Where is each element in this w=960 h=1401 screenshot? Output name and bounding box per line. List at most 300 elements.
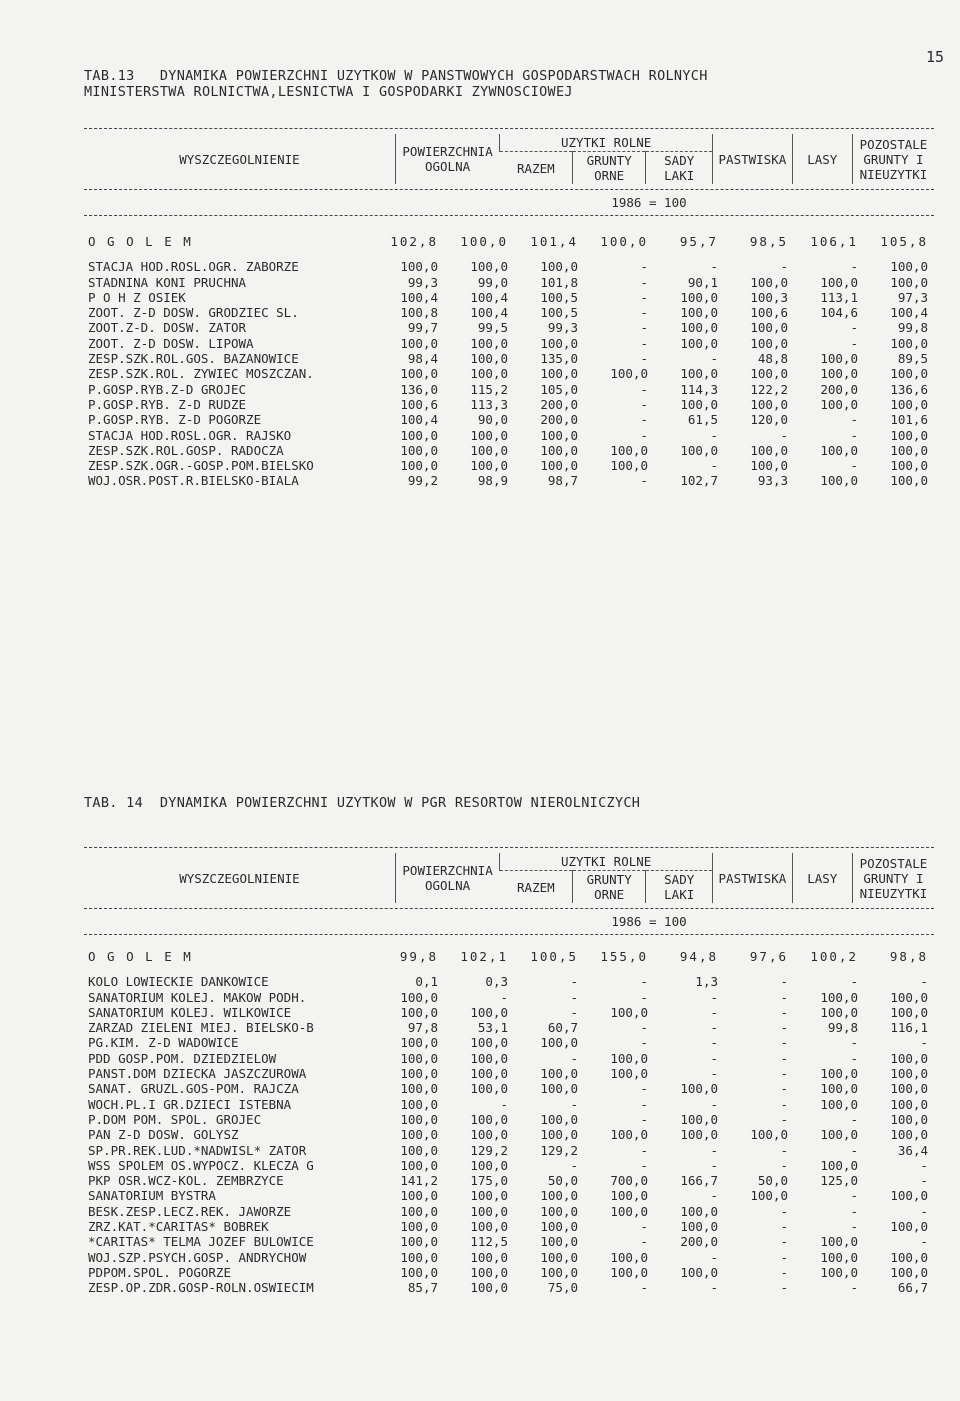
- table-cell: -: [850, 1050, 858, 1066]
- table-cell: -: [780, 1249, 788, 1265]
- base-year-label: 1986 = 100: [611, 914, 687, 929]
- table-cell: 100,4: [470, 305, 508, 321]
- table-cell: -: [780, 1035, 788, 1051]
- table-cell: -: [710, 989, 718, 1005]
- table-cell: -: [640, 427, 648, 443]
- table-cell: 100,0: [890, 1249, 928, 1265]
- table-cell: -: [710, 1249, 718, 1265]
- table-row: [84, 397, 934, 412]
- table-row: [84, 1035, 934, 1050]
- table-cell: 99,3: [407, 274, 438, 290]
- row-label: ZESP.SZK.ROL.GOS. BAZANOWICE: [88, 351, 299, 367]
- total-row: [84, 949, 934, 964]
- row-label: ZOOT. Z-D DOSW. GRODZIEC SL.: [88, 305, 299, 321]
- table-cell: 100,0: [890, 442, 928, 458]
- table-cell: 105,0: [540, 381, 578, 397]
- table-cell: -: [780, 427, 788, 443]
- row-label: P.GOSP.RYB. Z-D POGORZE: [88, 412, 262, 428]
- table-cell: 85,7: [407, 1280, 438, 1296]
- header-sady: SADY: [664, 872, 695, 887]
- row-label: P O H Z OSIEK: [88, 289, 186, 305]
- table-cell: -: [780, 1004, 788, 1020]
- table-cell: 175,0: [470, 1173, 508, 1189]
- row-label: SANAT. GRUZL.GOS-POM. RAJCZA: [88, 1081, 299, 1097]
- table-cell: -: [920, 1035, 928, 1051]
- header-laki: LAKI: [664, 168, 695, 183]
- table-cell: 100,0: [400, 442, 438, 458]
- table-cell: -: [640, 1096, 648, 1112]
- table-cell: 113,3: [470, 396, 508, 412]
- table-cell: 200,0: [540, 412, 578, 428]
- table-cell: -: [710, 427, 718, 443]
- table-cell: 100,0: [820, 1249, 858, 1265]
- table-14-header: [84, 853, 934, 903]
- table-cell: -: [640, 320, 648, 336]
- header-sady: SADY: [664, 153, 695, 168]
- table-cell: 100,0: [820, 1127, 858, 1143]
- table-cell: 75,0: [547, 1280, 578, 1296]
- table-cell: 122,2: [750, 381, 788, 397]
- table-cell: 94,8: [679, 949, 718, 964]
- row-label: ZRZ.KAT.*CARITAS* BOBREK: [88, 1219, 269, 1235]
- row-label: ZARZAD ZIELENI MIEJ. BIELSKO-B: [88, 1020, 314, 1036]
- header-wyszczegolnienie: WYSZCZEGOLNIENIE: [179, 151, 300, 167]
- table-cell: -: [640, 1111, 648, 1127]
- table-cell: 100,0: [400, 1203, 438, 1219]
- table-cell: 100,0: [470, 1004, 508, 1020]
- row-label: SANATORIUM KOLEJ. MAKOW PODH.: [88, 989, 307, 1005]
- table-cell: -: [920, 1173, 928, 1189]
- table-cell: -: [850, 458, 858, 474]
- table-cell: -: [710, 1142, 718, 1158]
- table-row: [84, 1265, 934, 1280]
- table-cell: 99,3: [547, 320, 578, 336]
- table-cell: 100,0: [680, 442, 718, 458]
- table-cell: 116,1: [890, 1020, 928, 1036]
- table-cell: -: [850, 1111, 858, 1127]
- table-14-body: [84, 949, 934, 1296]
- table-row: [84, 990, 934, 1005]
- table-cell: 100,0: [400, 989, 438, 1005]
- page-number: 15: [925, 48, 944, 66]
- table-row: [84, 1250, 934, 1265]
- table-cell: 100,0: [470, 427, 508, 443]
- table-cell: 100,0: [400, 1157, 438, 1173]
- table-cell: -: [850, 1142, 858, 1158]
- table-cell: 100,0: [680, 1264, 718, 1280]
- table-cell: -: [710, 1035, 718, 1051]
- table-cell: 100,0: [890, 1111, 928, 1127]
- row-label: PG.KIM. Z-D WADOWICE: [88, 1035, 239, 1051]
- table-cell: 100,0: [820, 1157, 858, 1173]
- table-row: [84, 320, 934, 335]
- table-row: [84, 458, 934, 473]
- table-cell: 100,0: [400, 1081, 438, 1097]
- table-row: [84, 275, 934, 290]
- table-cell: 100,0: [820, 366, 858, 382]
- table-cell: 101,4: [530, 234, 578, 249]
- table-cell: 36,4: [897, 1142, 928, 1158]
- table-cell: -: [640, 412, 648, 428]
- table-cell: 100,0: [400, 1219, 438, 1235]
- table-cell: 97,6: [749, 949, 788, 964]
- table-cell: 100,0: [610, 1264, 648, 1280]
- table-row: [84, 382, 934, 397]
- table-row: [84, 1143, 934, 1158]
- table-cell: 100,0: [890, 1081, 928, 1097]
- table-cell: 100,0: [400, 1066, 438, 1082]
- table-cell: 100,0: [750, 396, 788, 412]
- table-cell: 100,0: [890, 1096, 928, 1112]
- table-cell: 100,0: [540, 1111, 578, 1127]
- table-cell: -: [710, 1280, 718, 1296]
- table-cell: 100,2: [810, 949, 858, 964]
- table-cell: -: [640, 351, 648, 367]
- table-cell: 100,0: [680, 289, 718, 305]
- table-cell: 105,8: [880, 234, 928, 249]
- table-cell: 100,0: [610, 442, 648, 458]
- table-cell: 61,5: [687, 412, 718, 428]
- table-cell: 100,0: [610, 1050, 648, 1066]
- table-cell: -: [920, 974, 928, 990]
- table-cell: -: [780, 974, 788, 990]
- header-sady-laki: [646, 152, 713, 185]
- table-cell: 100,0: [890, 366, 928, 382]
- table-cell: 100,0: [820, 351, 858, 367]
- table-cell: 100,0: [470, 1111, 508, 1127]
- table-cell: 135,0: [540, 351, 578, 367]
- table-cell: 100,0: [820, 442, 858, 458]
- table-cell: 99,8: [897, 320, 928, 336]
- table-13-section: [84, 68, 934, 489]
- table-cell: 100,0: [540, 1066, 578, 1082]
- table-cell: 100,0: [680, 1203, 718, 1219]
- table-cell: 100,0: [540, 366, 578, 382]
- table-cell: 100,0: [680, 1127, 718, 1143]
- table-row: [84, 1219, 934, 1234]
- table-cell: -: [640, 381, 648, 397]
- row-label: P.GOSP.RYB.Z-D GROJEC: [88, 381, 247, 397]
- table-row: [84, 1280, 934, 1295]
- table-cell: 112,5: [470, 1234, 508, 1250]
- row-label: SP.PR.REK.LUD.*NADWISL* ZATOR: [88, 1142, 307, 1158]
- table-row: [84, 1234, 934, 1249]
- table-cell: -: [920, 1157, 928, 1173]
- table-cell: 100,0: [540, 335, 578, 351]
- table-cell: 100,0: [400, 1111, 438, 1127]
- table-cell: -: [710, 1066, 718, 1082]
- header-uzytki-rolne: UZYTKI ROLNE: [500, 134, 713, 152]
- table-cell: 0,3: [485, 974, 508, 990]
- table-cell: -: [640, 274, 648, 290]
- table-cell: 100,0: [470, 1203, 508, 1219]
- table-cell: 100,0: [820, 1004, 858, 1020]
- header-pozostale: POZOSTALE GRUNTY I NIEUZYTKI: [852, 853, 934, 903]
- table-cell: 100,0: [540, 1234, 578, 1250]
- row-label: SANATORIUM BYSTRA: [88, 1188, 216, 1204]
- table-cell: 99,2: [407, 473, 438, 489]
- table-row: [84, 1127, 934, 1142]
- header-pozostale: POZOSTALE GRUNTY I NIEUZYTKI: [852, 134, 934, 184]
- table-cell: 100,0: [400, 1142, 438, 1158]
- table-cell: -: [780, 1234, 788, 1250]
- table-cell: 166,7: [680, 1173, 718, 1189]
- table-cell: 100,0: [610, 1188, 648, 1204]
- table-cell: 100,0: [540, 1264, 578, 1280]
- row-label: PDD GOSP.POM. DZIEDZIELOW: [88, 1050, 277, 1066]
- total-row: [84, 234, 934, 249]
- table-cell: 93,3: [757, 473, 788, 489]
- table-cell: -: [570, 1096, 578, 1112]
- row-label: ZESP.SZK.ROL. ZYWIEC MOSZCZAN.: [88, 366, 314, 382]
- table-cell: 100,0: [610, 1203, 648, 1219]
- row-label: *CARITAS* TELMA JOZEF BULOWICE: [88, 1234, 314, 1250]
- header-pastwiska: PASTWISKA: [713, 134, 793, 184]
- table-cell: -: [780, 989, 788, 1005]
- table-cell: 700,0: [610, 1173, 648, 1189]
- table-cell: 100,0: [680, 305, 718, 321]
- table-cell: 100,0: [890, 396, 928, 412]
- table-row: [84, 1081, 934, 1096]
- table-cell: -: [780, 1142, 788, 1158]
- header-razem: RAZEM: [500, 152, 573, 185]
- table-cell: 100,4: [470, 289, 508, 305]
- row-label: PAN Z-D DOSW. GOLYSZ: [88, 1127, 239, 1143]
- row-label: KOLO LOWIECKIE DANKOWICE: [88, 974, 269, 990]
- table-cell: 100,0: [400, 1249, 438, 1265]
- divider: [84, 934, 934, 935]
- table-cell: 100,0: [400, 1004, 438, 1020]
- table-cell: 100,0: [680, 1219, 718, 1235]
- table-cell: 99,8: [827, 1020, 858, 1036]
- table-cell: -: [850, 412, 858, 428]
- table-cell: -: [640, 473, 648, 489]
- table-cell: 100,0: [680, 335, 718, 351]
- header-wyszczegolnienie: WYSZCZEGOLNIENIE: [179, 870, 300, 886]
- table-cell: 129,2: [540, 1142, 578, 1158]
- table-cell: 53,1: [477, 1020, 508, 1036]
- table-cell: -: [850, 1203, 858, 1219]
- row-label: WOCH.PL.I GR.DZIECI ISTEBNA: [88, 1096, 292, 1112]
- table-cell: 100,0: [400, 458, 438, 474]
- table-cell: 90,1: [687, 274, 718, 290]
- table-cell: 100,0: [540, 1203, 578, 1219]
- table-14-section: [84, 795, 934, 1296]
- table-cell: 50,0: [547, 1173, 578, 1189]
- table-cell: -: [640, 1219, 648, 1235]
- table-cell: 100,0: [680, 1081, 718, 1097]
- table-cell: -: [640, 1020, 648, 1036]
- table-cell: -: [710, 1004, 718, 1020]
- table-cell: 100,5: [540, 289, 578, 305]
- table-cell: 100,0: [820, 1096, 858, 1112]
- table-cell: -: [850, 259, 858, 275]
- table-cell: 100,0: [540, 1188, 578, 1204]
- table-cell: 101,8: [540, 274, 578, 290]
- table-cell: 141,2: [400, 1173, 438, 1189]
- table-cell: -: [780, 1066, 788, 1082]
- table-cell: 115,2: [470, 381, 508, 397]
- table-cell: 100,0: [470, 1188, 508, 1204]
- table-cell: 100,0: [820, 473, 858, 489]
- row-label: P.GOSP.RYB. Z-D RUDZE: [88, 396, 247, 412]
- table-row: [84, 974, 934, 989]
- table-cell: 100,0: [890, 1050, 928, 1066]
- table-cell: 100,0: [890, 1264, 928, 1280]
- table-cell: -: [640, 1142, 648, 1158]
- table-cell: 100,0: [820, 1081, 858, 1097]
- divider: [84, 189, 934, 190]
- table-cell: 98,9: [477, 473, 508, 489]
- table-cell: 100,0: [400, 1234, 438, 1250]
- table-cell: 100,0: [470, 1066, 508, 1082]
- table-cell: 100,0: [610, 1249, 648, 1265]
- table-cell: 100,0: [680, 1111, 718, 1127]
- table-cell: 100,0: [820, 396, 858, 412]
- table-cell: 100,0: [540, 427, 578, 443]
- table-cell: -: [640, 305, 648, 321]
- table-cell: -: [640, 1081, 648, 1097]
- table-cell: -: [710, 259, 718, 275]
- table-cell: -: [640, 974, 648, 990]
- table-cell: -: [780, 1157, 788, 1173]
- table-cell: 100,0: [540, 458, 578, 474]
- table-cell: -: [850, 974, 858, 990]
- header-laki: LAKI: [664, 887, 695, 902]
- table-row: [84, 1112, 934, 1127]
- table-cell: 100,5: [530, 949, 578, 964]
- row-label: STACJA HOD.ROSL.OGR. ZABORZE: [88, 259, 299, 275]
- row-spacer: [84, 249, 934, 259]
- table-row: [84, 366, 934, 381]
- table-cell: -: [710, 1050, 718, 1066]
- table-cell: 100,0: [890, 458, 928, 474]
- table-cell: 100,0: [890, 1219, 928, 1235]
- table-cell: 100,0: [470, 259, 508, 275]
- header-grunty-orne: GRUNTY ORNE: [573, 152, 646, 185]
- table-cell: -: [780, 1111, 788, 1127]
- table-cell: 102,7: [680, 473, 718, 489]
- row-label: STADNINA KONI PRUCHNA: [88, 274, 247, 290]
- table-cell: 100,0: [470, 458, 508, 474]
- row-label: PANST.DOM DZIECKA JASZCZUROWA: [88, 1066, 307, 1082]
- table-cell: 200,0: [680, 1234, 718, 1250]
- table-cell: -: [780, 1020, 788, 1036]
- row-label: WSS SPOLEM OS.WYPOCZ. KLECZA G: [88, 1157, 314, 1173]
- table-cell: -: [570, 989, 578, 1005]
- table-cell: -: [640, 989, 648, 1005]
- row-label: ZESP.SZK.OGR.-GOSP.POM.BIELSKO: [88, 458, 314, 474]
- row-label: ZESP.SZK.ROL.GOSP. RADOCZA: [88, 442, 284, 458]
- table-cell: 100,0: [750, 1127, 788, 1143]
- row-label: O G O L E M: [88, 234, 193, 249]
- table-cell: 100,5: [540, 305, 578, 321]
- table-cell: 66,7: [897, 1280, 928, 1296]
- table-cell: 100,0: [470, 1157, 508, 1173]
- table-cell: 100,0: [470, 1081, 508, 1097]
- table-cell: -: [500, 1096, 508, 1112]
- row-label: PDPOM.SPOL. POGORZE: [88, 1264, 231, 1280]
- table-cell: 100,0: [610, 1066, 648, 1082]
- table-cell: 129,2: [470, 1142, 508, 1158]
- header-powierzchnia: POWIERZCHNIA OGOLNA: [395, 853, 499, 903]
- table-cell: -: [570, 1050, 578, 1066]
- table-row: [84, 1051, 934, 1066]
- table-cell: 100,0: [890, 1066, 928, 1082]
- table-cell: -: [850, 1280, 858, 1296]
- table-cell: -: [850, 1035, 858, 1051]
- header-sady-laki: [646, 871, 713, 904]
- table-cell: 100,0: [400, 366, 438, 382]
- header-razem: RAZEM: [500, 871, 573, 904]
- table-row: [84, 1158, 934, 1173]
- table-cell: 100,0: [470, 442, 508, 458]
- row-spacer: [84, 964, 934, 974]
- row-label: SANATORIUM KOLEJ. WILKOWICE: [88, 1004, 292, 1020]
- table-cell: 100,0: [750, 442, 788, 458]
- table-cell: 100,0: [750, 366, 788, 382]
- table-cell: -: [920, 1234, 928, 1250]
- row-label: PKP OSR.WCZ-KOL. ZEMBRZYCE: [88, 1173, 284, 1189]
- table-13-body: [84, 234, 934, 489]
- table-row: [84, 290, 934, 305]
- table-cell: 100,0: [890, 335, 928, 351]
- row-label: STACJA HOD.ROSL.OGR. RAJSKO: [88, 427, 292, 443]
- table-cell: -: [570, 974, 578, 990]
- header-pastwiska: PASTWISKA: [713, 853, 793, 903]
- table-14-title: TAB. 14 DYNAMIKA POWIERZCHNI UZYTKOW W PGR RESORTOW NIEROLNICZYCH: [84, 795, 641, 811]
- table-cell: -: [780, 1081, 788, 1097]
- row-label: WOJ.SZP.PSYCH.GOSP. ANDRYCHOW: [88, 1249, 307, 1265]
- table-cell: 100,0: [680, 366, 718, 382]
- table-cell: 100,0: [470, 1219, 508, 1235]
- row-label: O G O L E M: [88, 949, 193, 964]
- row-label: WOJ.OSR.POST.R.BIELSKO-BIALA: [88, 473, 299, 489]
- table-cell: 89,5: [897, 351, 928, 367]
- table-cell: -: [710, 1020, 718, 1036]
- table-cell: 100,0: [470, 335, 508, 351]
- table-cell: 100,0: [460, 234, 508, 249]
- table-cell: 100,0: [400, 1264, 438, 1280]
- table-cell: -: [780, 1280, 788, 1296]
- table-cell: 100,0: [750, 1188, 788, 1204]
- table-row: [84, 428, 934, 443]
- table-cell: 100,0: [820, 989, 858, 1005]
- header-lasy: LASY: [792, 134, 852, 184]
- table-cell: 100,0: [890, 274, 928, 290]
- header-powierzchnia: POWIERZCHNIA OGOLNA: [395, 134, 499, 184]
- table-row: [84, 1204, 934, 1219]
- table-cell: 100,0: [470, 1035, 508, 1051]
- table-cell: 100,0: [750, 274, 788, 290]
- table-cell: 100,0: [610, 1127, 648, 1143]
- table-cell: 106,1: [810, 234, 858, 249]
- table-cell: 125,0: [820, 1173, 858, 1189]
- table-row: [84, 1097, 934, 1112]
- table-13-header: [84, 134, 934, 184]
- table-cell: 100,0: [600, 234, 648, 249]
- table-cell: 97,3: [897, 289, 928, 305]
- table-cell: 100,0: [890, 1004, 928, 1020]
- table-cell: 90,0: [477, 412, 508, 428]
- row-label: ZOOT. Z-D DOSW. LIPOWA: [88, 335, 254, 351]
- table-cell: -: [640, 1280, 648, 1296]
- table-cell: 100,0: [470, 1264, 508, 1280]
- table-cell: 100,0: [610, 366, 648, 382]
- table-cell: 104,6: [820, 305, 858, 321]
- table-cell: 200,0: [540, 396, 578, 412]
- table-cell: 100,0: [470, 1249, 508, 1265]
